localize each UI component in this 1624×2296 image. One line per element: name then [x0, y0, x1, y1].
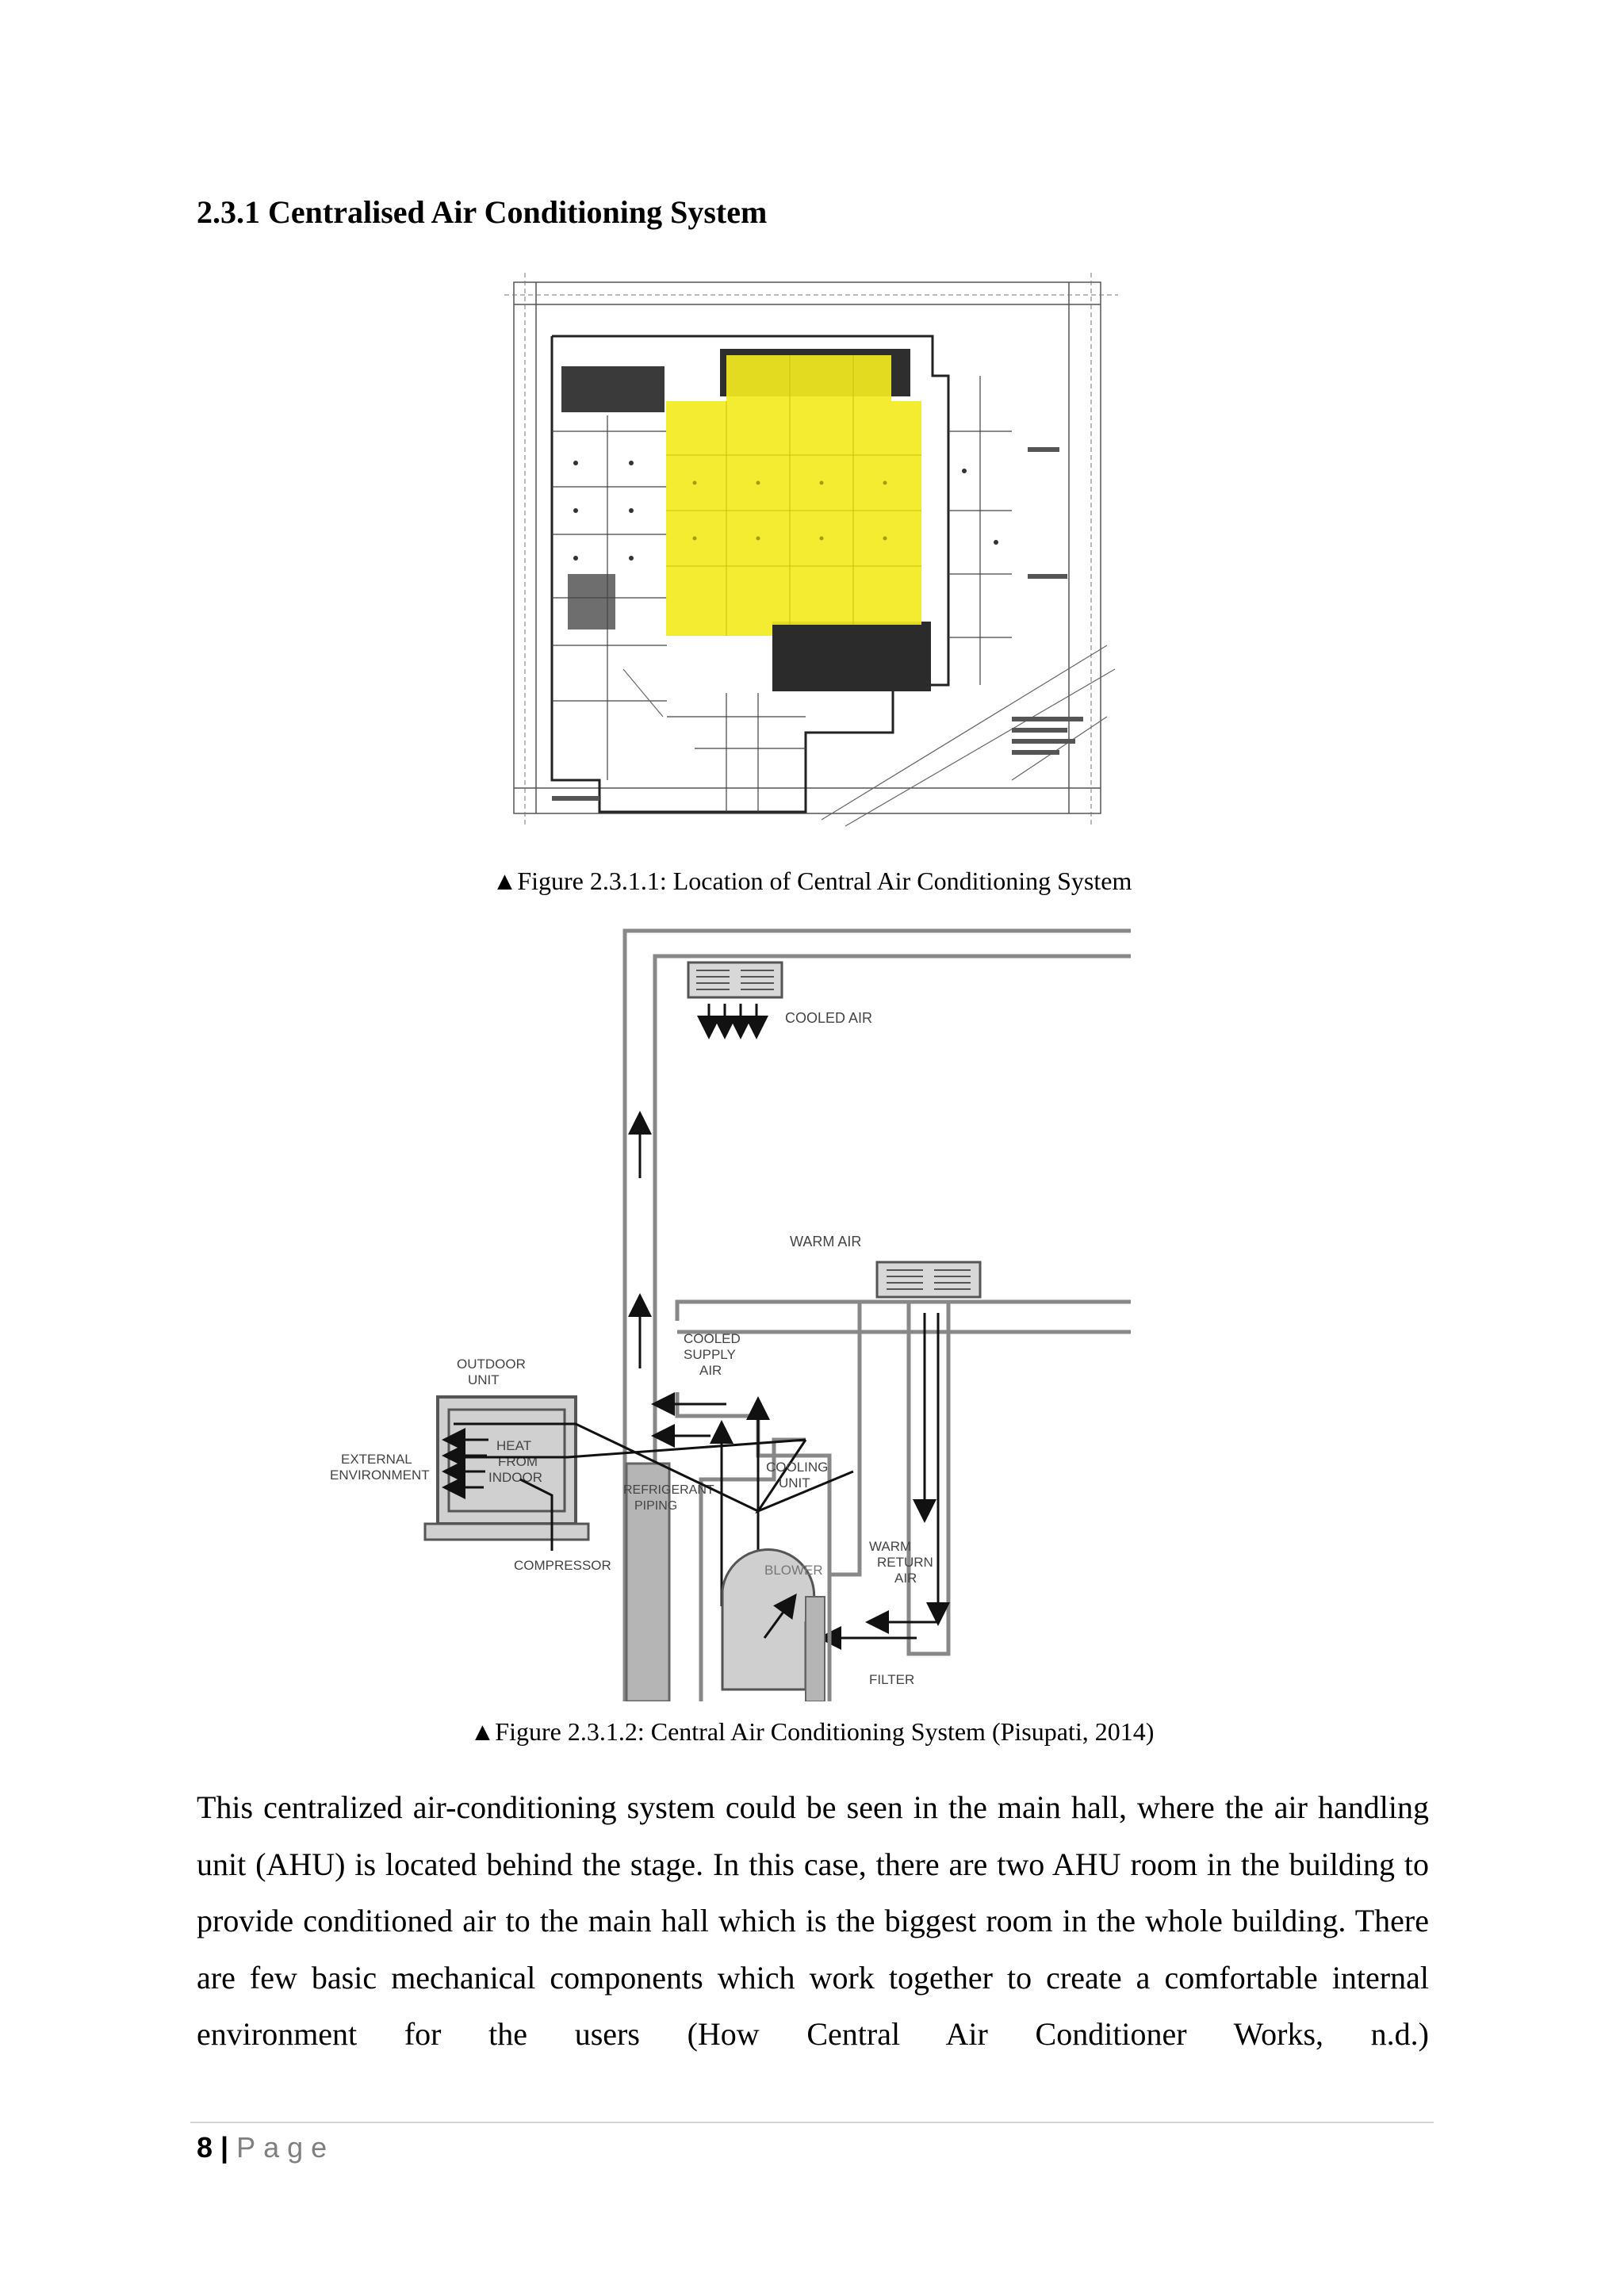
- label-cooling-1: COOLING: [766, 1460, 829, 1475]
- label-external-1: EXTERNAL: [341, 1452, 412, 1467]
- label-warm-return-2: RETURN: [877, 1555, 933, 1570]
- label-cooled-air: COOLED AIR: [785, 1010, 873, 1026]
- ac-system-diagram: [330, 924, 1137, 1701]
- label-warm-air: WARM AIR: [790, 1234, 862, 1249]
- label-heat-1: HEAT: [496, 1438, 532, 1453]
- label-warm-return-1: WARM: [869, 1539, 912, 1554]
- label-refrigerant-1: REFRIGERANT: [623, 1483, 714, 1497]
- body-paragraph: This centralized air-conditioning system could be seen in the main hall, where the air handling unit (AHU) is located behind the stage. In this case, there are two AHU room in the building to provide conditioned air to the main hall which is the biggest room in the whole building. There are few basic mechanical components which work together to create a comfortable internal environment for the users (How Central Air Conditioner Works, n.d.): [197, 1789, 1429, 2052]
- page-footer: [197, 2131, 335, 2164]
- label-external-2: ENVIRONMENT: [330, 1468, 430, 1483]
- label-refrigerant-2: PIPING: [634, 1499, 678, 1513]
- label-outdoor-2: UNIT: [468, 1372, 500, 1387]
- filter: [806, 1597, 825, 1701]
- return-grille: [877, 1262, 980, 1297]
- label-cooled-supply-3: AIR: [699, 1363, 722, 1378]
- page-number: 8: [197, 2131, 213, 2164]
- section-heading: 2.3.1 Centralised Air Conditioning System: [197, 194, 768, 230]
- figure-1-caption: ▲Figure 2.3.1.1: Location of Central Air Conditioning System: [492, 867, 1132, 895]
- label-cooled-supply-2: SUPPLY: [684, 1347, 736, 1362]
- floor-plan-figure: [504, 273, 1118, 828]
- label-cooling-2: UNIT: [779, 1475, 810, 1490]
- page-label: Page: [236, 2131, 335, 2164]
- footer-divider: [190, 2122, 1434, 2123]
- label-blower: BLOWER: [764, 1563, 823, 1578]
- figure-2-caption: ▲Figure 2.3.1.2: Central Air Conditioning System (Pisupati, 2014): [469, 1717, 1155, 1746]
- label-filter: FILTER: [869, 1672, 915, 1687]
- label-heat-3: INDOOR: [488, 1470, 542, 1485]
- supply-grille: [688, 962, 782, 997]
- label-heat-2: FROM: [498, 1454, 538, 1469]
- label-warm-return-3: AIR: [894, 1571, 917, 1586]
- label-compressor: COMPRESSOR: [514, 1558, 611, 1573]
- footer-separator: |: [220, 2131, 229, 2164]
- label-outdoor-1: OUTDOOR: [457, 1357, 526, 1372]
- label-cooled-supply-1: COOLED: [684, 1331, 741, 1346]
